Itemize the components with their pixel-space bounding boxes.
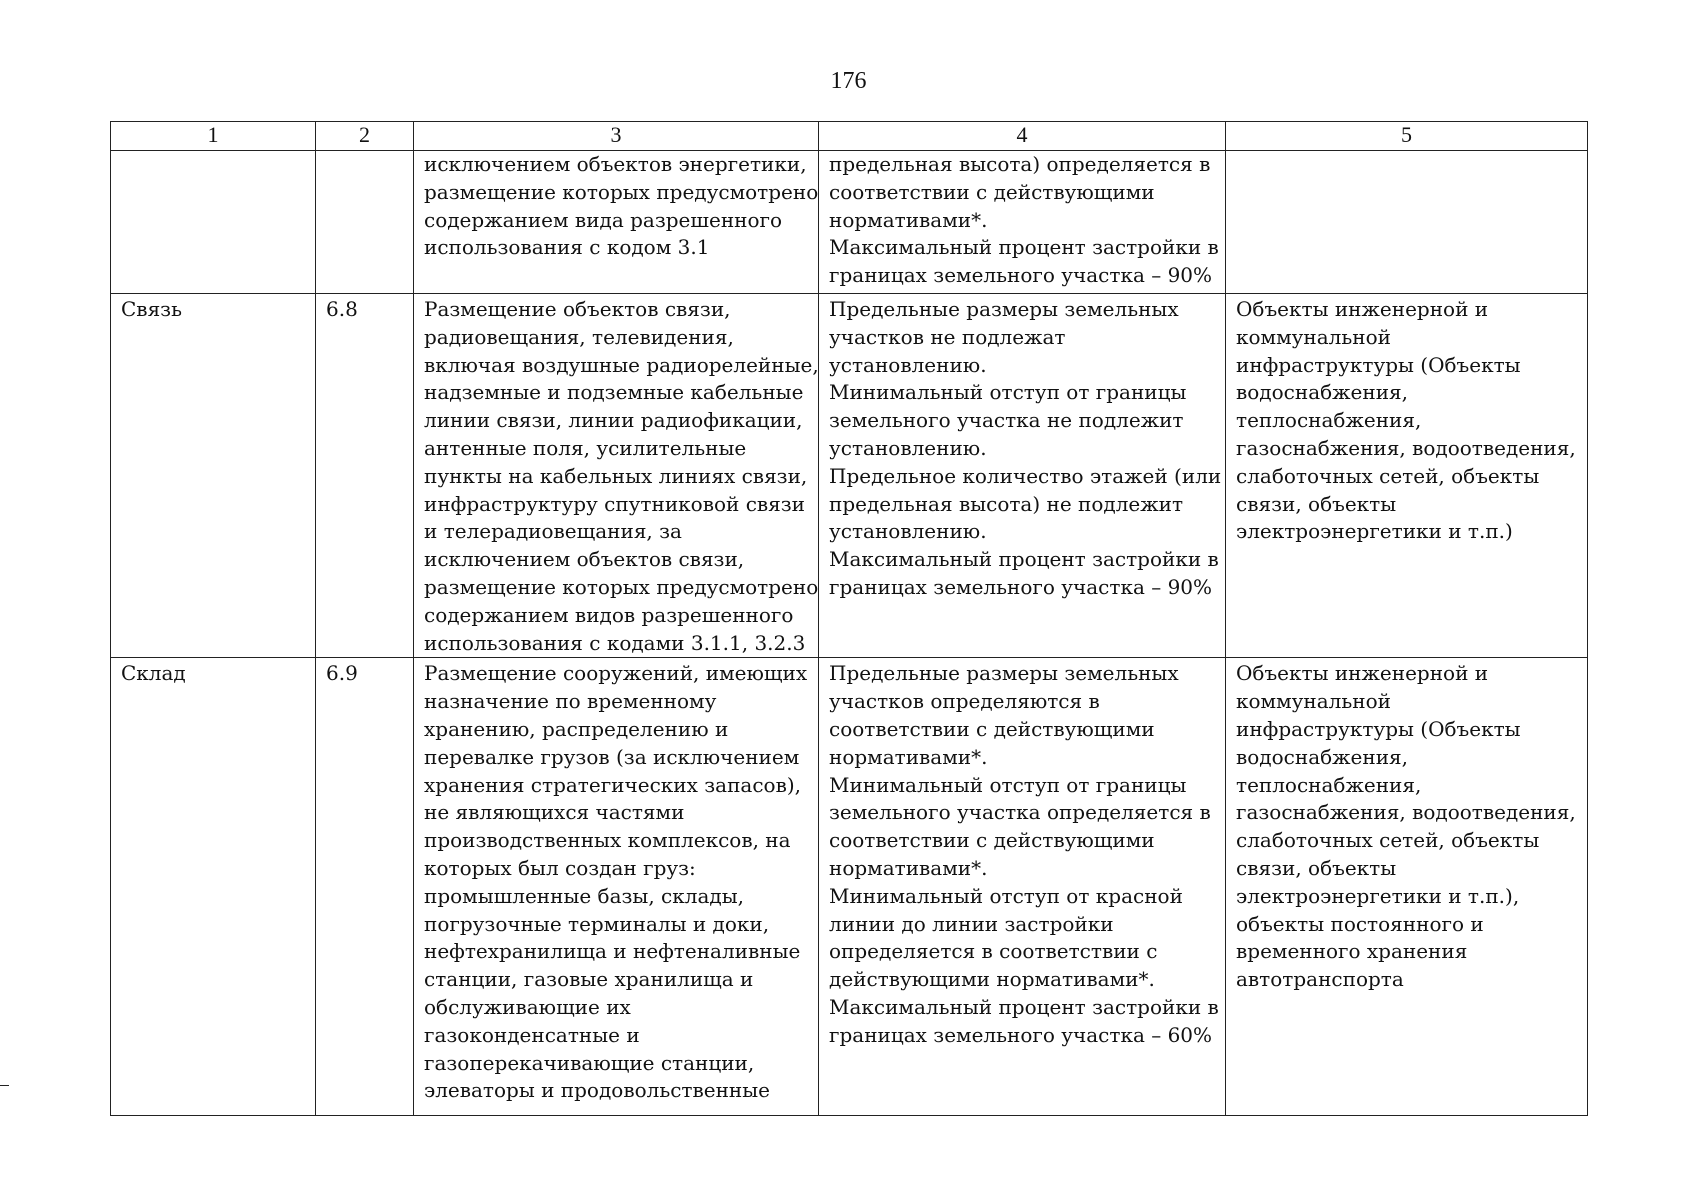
text-line: Минимальный отступ от красной — [829, 883, 1183, 908]
text-line: коммунальной — [1236, 324, 1391, 349]
text-line: надземные и подземные кабельные — [424, 380, 804, 405]
text-line: радиовещания, телевидения, — [424, 324, 734, 349]
text-line: инфраструктуры (Объекты — [1236, 352, 1521, 377]
use-name-cell: Связь — [111, 294, 316, 658]
text-line: антенные поля, усилительные — [424, 435, 747, 460]
auxiliary-uses-cell — [1226, 658, 1588, 1116]
text-line: размещение которых предусмотрено — [424, 574, 819, 599]
column-header-2: 2 — [316, 122, 414, 151]
text-line: исключением объектов связи, — [424, 547, 745, 572]
use-description-cell — [414, 658, 819, 1116]
text-line: промышленные базы, склады, — [424, 883, 744, 908]
text-line: нормативами*. — [829, 855, 988, 880]
text-line: хранению, распределению и — [424, 716, 729, 741]
text-line: Предельные размеры земельных — [829, 297, 1179, 321]
text-line: Предельные размеры земельных — [829, 661, 1179, 686]
text-line: Минимальный отступ от границы — [829, 380, 1187, 405]
text-line: установлению. — [829, 519, 987, 544]
use-name-cell — [111, 151, 316, 294]
text-line: водоснабжения, — [1236, 380, 1409, 405]
text-line: теплоснабжения, — [1236, 772, 1422, 797]
text-line: границах земельного участка – 90% — [829, 574, 1213, 599]
text-line: обслуживающие их — [424, 994, 631, 1019]
text-line: связи, объекты — [1236, 491, 1397, 516]
table-row — [111, 294, 1588, 658]
text-line: элеваторы и продовольственные — [424, 1078, 770, 1103]
text-line: границах земельного участка – 60% — [829, 1022, 1213, 1047]
use-description-cell — [414, 294, 819, 658]
text-line: использования с кодами 3.1.1, 3.2.3 — [424, 630, 806, 655]
text-line: погрузочные терминалы и доки, — [424, 911, 770, 936]
text-line: производственных комплексов, на — [424, 828, 791, 853]
text-line: исключением объектов энергетики, — [424, 152, 807, 176]
text-line: земельного участка не подлежит — [829, 408, 1184, 433]
column-header-5: 5 — [1226, 122, 1588, 151]
text-line: границах земельного участка – 90% — [829, 263, 1213, 288]
table-row — [111, 151, 1588, 294]
text-line: инфраструктуру спутниковой связи — [424, 491, 806, 516]
text-line: Максимальный процент застройки в — [829, 235, 1219, 260]
text-line: газоконденсатные и — [424, 1022, 640, 1047]
use-code-cell: 6.9 — [316, 658, 414, 1116]
text-line: определяется в соответствии с — [829, 939, 1158, 964]
text-line: Объекты инженерной и — [1236, 661, 1489, 686]
use-name-cell: Склад — [111, 658, 316, 1116]
text-line: Объекты инженерной и — [1236, 297, 1489, 321]
text-line: коммунальной — [1236, 689, 1391, 714]
parameters-cell — [819, 658, 1226, 1116]
text-line: Максимальный процент застройки в — [829, 547, 1219, 572]
page-number: 176 — [830, 68, 867, 94]
text-line: водоснабжения, — [1236, 744, 1409, 769]
text-line: включая воздушные радиорелейные, — [424, 352, 819, 377]
text-line: Размещение объектов связи, — [424, 297, 731, 321]
text-line: газоснабжения, водоотведения, — [1236, 435, 1576, 460]
text-line: инфраструктуры (Объекты — [1236, 716, 1521, 741]
table-row — [111, 658, 1588, 1116]
text-line: Минимальный отступ от границы — [829, 772, 1187, 797]
text-line: перевалке грузов (за исключением — [424, 744, 800, 769]
text-line: электроэнергетики и т.п.), — [1236, 883, 1520, 908]
text-line: станции, газовые хранилища и — [424, 967, 754, 992]
text-line: участков определяются в — [829, 689, 1100, 714]
text-line: газоснабжения, водоотведения, — [1236, 800, 1576, 825]
text-line: установлению. — [829, 435, 987, 460]
use-code-cell: 6.8 — [316, 294, 414, 658]
text-line: не являющихся частями — [424, 800, 685, 825]
use-description-cell — [414, 151, 819, 294]
text-line: линии до линии застройки — [829, 911, 1114, 936]
text-line: которых был создан груз: — [424, 855, 696, 880]
header-row — [111, 122, 1588, 151]
text-line: соответствии с действующими — [829, 828, 1155, 853]
text-line: теплоснабжения, — [1236, 408, 1422, 433]
text-line: назначение по временному — [424, 689, 717, 714]
text-line: линии связи, линии радиофикации, — [424, 408, 803, 433]
column-header-4: 4 — [819, 122, 1226, 151]
text-line: объекты постоянного и — [1236, 911, 1484, 936]
use-code-cell — [316, 151, 414, 294]
text-line: электроэнергетики и т.п.) — [1236, 519, 1513, 544]
text-line: использования с кодом 3.1 — [424, 235, 710, 260]
text-line: временного хранения — [1236, 939, 1468, 964]
text-line: связи, объекты — [1236, 855, 1397, 880]
text-line: автотранспорта — [1236, 967, 1404, 992]
text-line: Предельное количество этажей (или — [829, 463, 1222, 488]
margin-mark — [0, 1085, 9, 1086]
text-line: размещение которых предусмотрено — [424, 179, 819, 204]
text-line: нормативами*. — [829, 744, 988, 769]
text-line: предельная высота) определяется в — [829, 152, 1211, 176]
text-line: слаботочных сетей, объекты — [1236, 828, 1540, 853]
parameters-cell — [819, 294, 1226, 658]
text-line: действующими нормативами*. — [829, 967, 1155, 992]
text-line: содержанием видов разрешенного — [424, 602, 794, 627]
text-line: и телерадиовещания, за — [424, 519, 682, 544]
text-line: установлению. — [829, 352, 987, 377]
text-line: газоперекачивающие станции, — [424, 1050, 755, 1075]
text-line: земельного участка определяется в — [829, 800, 1211, 825]
column-header-1: 1 — [111, 122, 316, 151]
text-line: Максимальный процент застройки в — [829, 994, 1219, 1019]
column-header-3: 3 — [414, 122, 819, 151]
text-line: нефтехранилища и нефтеналивные — [424, 939, 801, 964]
land-use-table — [110, 121, 1588, 1116]
text-line: предельная высота) не подлежит — [829, 491, 1184, 516]
auxiliary-uses-cell — [1226, 294, 1588, 658]
text-line: соответствии с действующими — [829, 716, 1155, 741]
text-line: хранения стратегических запасов), — [424, 772, 801, 797]
text-line: пункты на кабельных линиях связи, — [424, 463, 808, 488]
text-line: соответствии с действующими — [829, 179, 1155, 204]
text-line: содержанием вида разрешенного — [424, 207, 783, 232]
text-line: слаботочных сетей, объекты — [1236, 463, 1540, 488]
text-line: нормативами*. — [829, 207, 988, 232]
auxiliary-uses-cell — [1226, 151, 1588, 294]
text-line: участков не подлежат — [829, 324, 1066, 349]
parameters-cell — [819, 151, 1226, 294]
text-line: Размещение сооружений, имеющих — [424, 661, 808, 686]
